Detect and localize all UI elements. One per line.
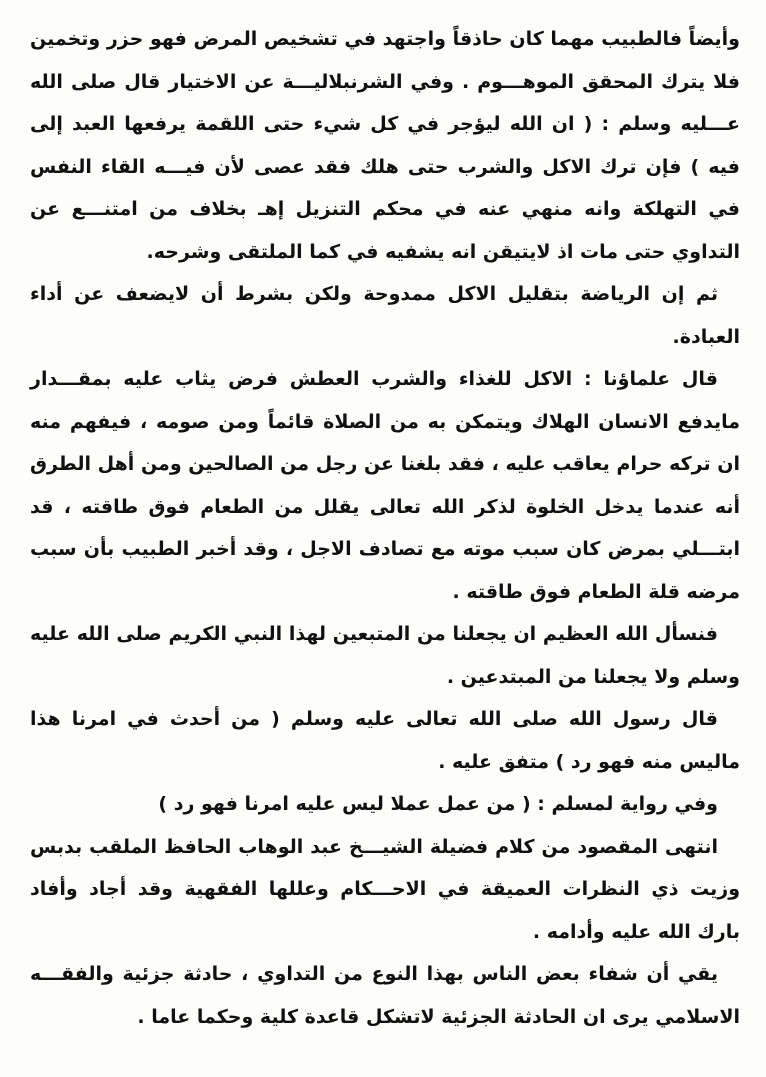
paragraph-scholars-eating: قال علماؤنا : الاكل للغذاء والشرب العطش فرض يثاب عليه بمقـــدار مايدفع الانسان الهلاك ويتمكن به من الصلاة قائماً ومن صومه ، فيفهم منه ان تركه حرام يعاقب عليه ، فقد بلغنا عن رجل من الصالحين ومن أهل الطرق أنه عندما يدخل الخلوة لذكر الله تعالى يقلل من الطعام فوق طاقته ، قد ابتـــلي بمرض كان سبب موته مع تصادف الاجل ، وقد أخبر الطبيب بأن سبب مرضه قلة الطعام فوق طاقته .	[30, 368, 740, 603]
paragraph-conclusion: يقي أن شفاء بعض الناس بهذا النوع من التداوي ، حادثة جزئية والفقـــه الاسلامي يرى ان الحادثة الجزئية لاتشكل قاعدة كلية وحكما عاما .	[30, 963, 740, 1028]
paragraph-supplication: فنسأل الله العظيم ان يجعلنا من المتبعين لهذا النبي الكريم صلى الله عليه وسلم ولا يجعلنا من المبتدعين .	[30, 623, 740, 688]
document-body	[30, 18, 740, 1038]
paragraph-hadith: قال رسول الله صلى الله تعالى عليه وسلم ( من أحدث في امرنا هذا ماليس منه فهو رد ) متفق عليه .	[30, 708, 740, 773]
paragraph-sheikh-quote-end: انتهى المقصود من كلام فضيلة الشيـــخ عبد الوهاب الحافظ الملقب بدبس وزيت ذي النظرات العميقة في الاحـــكام وعللها الفقهية وقد أجاد وأفاد بارك الله عليه وأدامه .	[30, 835, 740, 943]
paragraph-treatment-speculation: وأيضاً فالطبيب مهما كان حاذقاً واجتهد في تشخيص المرض فهو حزر وتخمين فلا يترك المحقق الموهـــوم . وفي الشرنبلاليـــة عن الاختيار قال صلى الله عـــليه وسلم : ( ان الله ليؤجر في كل شيء حتى اللقمة يرفعها العبد إلى فيه ) فإن ترك الاكل والشرب حتى هلك فقد عصى لأن فيـــه القاء النفس في التهلكة وانه منهي عنه في محكم التنزيل إهـ بخلاف من امتنـــع عن التداوي حتى مات اذ لايتيقن انه يشفيه في كما الملتقى وشرحه.	[30, 28, 740, 263]
paragraph-asceticism: ثم إن الرياضة بتقليل الاكل ممدوحة ولكن بشرط أن لايضعف عن أداء العبادة.	[30, 283, 740, 348]
paragraph-muslim-narration: وفي رواية لمسلم : ( من عمل عملا ليس عليه امرنا فهو رد )	[158, 793, 718, 815]
